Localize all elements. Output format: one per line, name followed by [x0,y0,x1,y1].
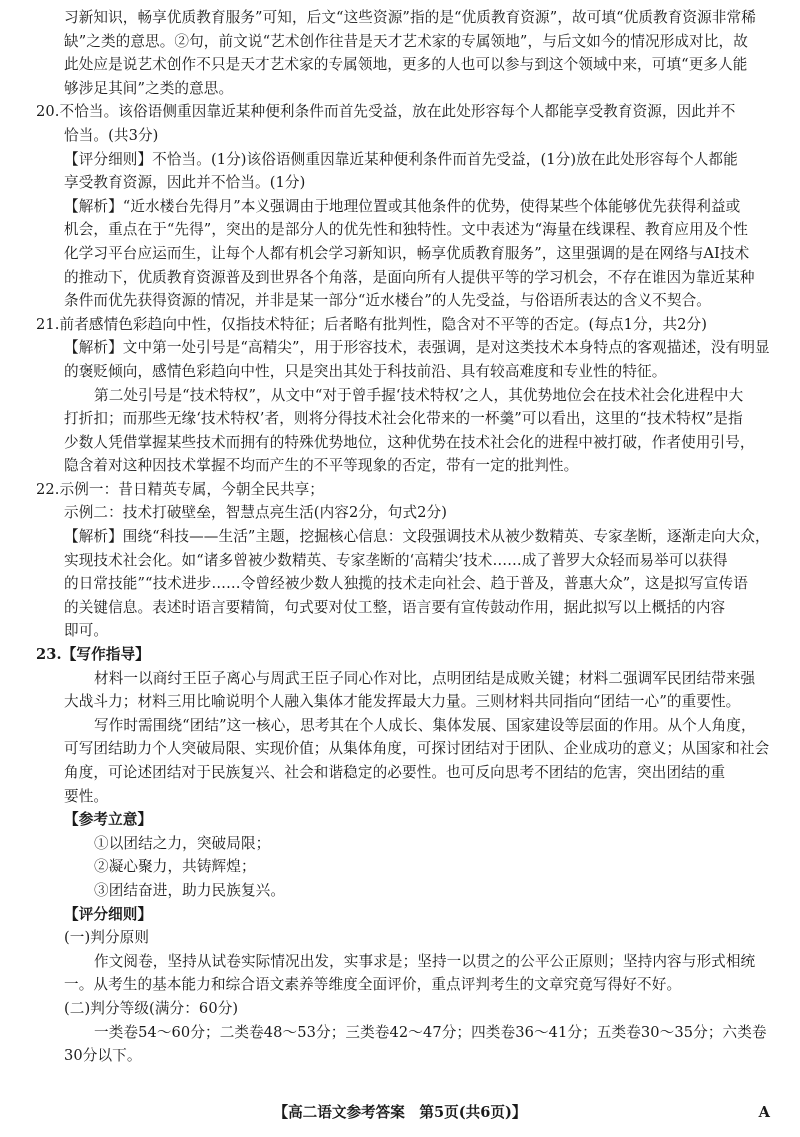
text-line: 【参考立意】 [64,811,153,829]
text-line: 隐含着对这种因技术掌握不均而产生的不平等现象的否定，带有一定的批判性。 [64,457,579,475]
text-line: 大战斗力；材料三用比喻说明个人融入集体才能发挥最大力量。三则材料共同指向“团结一心”的重要性。 [64,693,741,711]
text-line: 机会，重点在于“先得”，突出的是部分人的优先性和独特性。文中表述为“海量在线课程、教育应用及个性 [64,221,748,239]
text-line: 此处应是说艺术创作不只是天才艺术家的专属领地，更多的人也可以参与到这个领域中来，可填“更多人能 [64,56,748,74]
text-line: 少数人凭借掌握某些技术而拥有的特殊优势地位，这种优势在技术社会化的进程中被打破，作者使用引号， [64,433,755,451]
text-line: 20.不恰当。该俗语侧重因靠近某种便利条件而首先受益，放在此处形容每个人都能享受教育资源，因此并不 [36,103,736,121]
text-line: 作文阅卷，坚持从试卷实际情况出发，实事求是；坚持一以贯之的公平公正原则；坚持内容与形式相统 [94,952,756,970]
text-line: 21.前者感情色彩趋向中性，仅指技术特征；后者略有批判性，隐含对不平等的否定。(每点1分，共2分) [36,315,708,333]
text-line: ①以团结之力，突破局限； [94,834,271,852]
text-line: 角度，可论述团结对于民族复兴、社会和谐稳定的必要性。也可反向思考不团结的危害，突出团结的重 [64,764,726,781]
text-line: 实现技术社会化。如“诸多曾被少数精英、专家垄断的‘高精尖’技术……成了普罗大众轻而易举可以获得 [64,551,728,569]
text-line: 要性。 [64,787,109,805]
footer-title: 【高二语文参考答案 第5页(共6页)】 [273,1104,527,1121]
text-line: 习新知识，畅享优质教育服务”可知，后文“这些资源”指的是“优质教育资源”，故可填“优质教育资源非常稀 [64,9,756,26]
text-line: 23.【写作指导】 [36,646,150,664]
text-line: 享受教育资源，因此并不恰当。(1分) [64,174,306,192]
text-line: 【解析】“近水楼台先得月”本义强调由于地理位置或其他条件的优势，使得某些个体能够优先获得利益或 [64,197,741,215]
text-line: 材料一以商纣王臣子离心与周武王臣子同心作对比，点明团结是成败关键；材料二强调军民团结带来强 [94,669,756,687]
paper-version-mark: A [758,1104,770,1121]
page-footer [0,1101,800,1125]
text-line: 的推动下，优质教育资源普及到世界各个角落，是面向所有人提供平等的学习机会，不存在谁因为靠近某种 [64,268,755,286]
text-line: (一)判分原则 [64,929,150,947]
text-line: 写作时需围绕“团结”这一核心，思考其在个人成长、集体发展、国家建设等层面的作用。从个人角度， [94,716,756,734]
text-line: 【评分细则】不恰当。(1分)该俗语侧重因靠近某种便利条件而首先受益，(1分)放在此处形容每个人都能 [64,150,738,168]
text-line: 的日常技能”“技术进步……令曾经被少数人独揽的技术走向社会、趋于普及，普惠大众”，这是拟写宣传语 [64,575,748,593]
text-line: 打折扣；而那些无缘‘技术特权’者，则将分得技术社会化带来的一杯羹”可以看出，这里的“技术特权”是指 [64,410,743,428]
text-line: (二)判分等级(满分：60分) [64,999,239,1017]
text-line: 一类卷54～60分；二类卷48～53分；三类卷42～47分；四类卷36～41分；五类卷30～35分；六类卷 [94,1023,767,1041]
text-line: 条件而优先获得资源的情况，并非是某一部分“近水楼台”的人先受益，与俗语所表达的含义不契合。 [64,292,711,310]
text-line: ②凝心聚力，共铸辉煌； [94,858,256,876]
text-line: 第二处引号是“技术特权”，从文中“对于曾手握‘技术特权’之人，其优势地位会在技术社会化进程中大 [94,386,744,404]
text-line: 【解析】围绕“科技——生活”主题，挖掘核心信息：文段强调技术从被少数精英、专家垄断，逐渐走向大众， [64,528,770,546]
text-line: 够涉足其间”之类的意思。 [64,79,234,97]
text-line: 30分以下。 [64,1047,142,1065]
text-line: 可写团结助力个人突破局限、实现价值；从集体角度，可探讨团结对于团队、企业成功的意义；从国家和社会 [64,740,770,758]
text-line: ③团结奋进，助力民族复兴。 [94,881,286,899]
text-line: 22.示例一：昔日精英专属，今朝全民共享； [36,480,324,498]
text-line: 【解析】文中第一处引号是“高精尖”，用于形容技术，表强调，是对这类技术本身特点的客观描述，没有明显 [64,339,770,357]
answer-key-page [36,6,776,1068]
text-line: 的关键信息。表述时语言要精简，句式要对仗工整，语言要有宣传鼓动作用，据此拟写以上概括的内容 [64,598,726,616]
text-line: 【评分细则】 [64,905,153,923]
text-line: 恰当。(共3分) [64,126,159,144]
text-line: 一。从考生的基本能力和综合语文素养等维度全面评价，重点评判考生的文章究竟写得好不好。 [64,976,682,994]
text-line: 示例二：技术打破壁垒，智慧点亮生活(内容2分，句式2分) [64,504,448,522]
text-line: 即可。 [64,622,109,640]
text-line: 缺”之类的意思。②句，前文说“艺术创作往昔是天才艺术家的专属领地”，与后文如今的情况形成对比，故 [64,32,748,50]
text-line: 化学习平台应运而生，让每个人都有机会学习新知识，畅享优质教育服务”，这里强调的是在网络与AI技术 [64,244,750,262]
text-line: 的褒贬倾向，感情色彩趋向中性，只是突出其处于科技前沿、具有较高难度和专业性的特征。 [64,362,667,380]
